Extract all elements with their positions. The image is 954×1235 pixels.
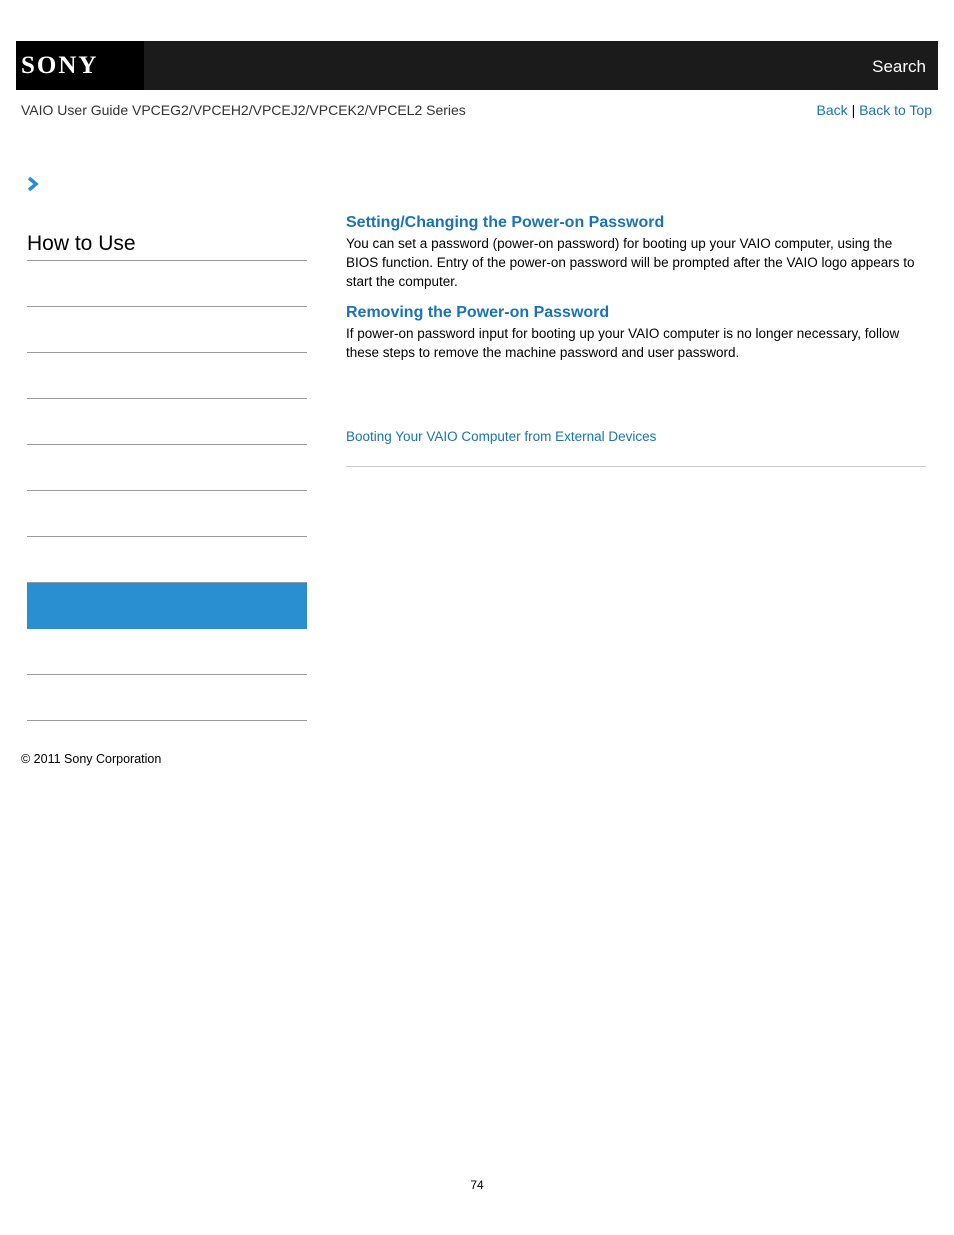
sidebar-item-active[interactable] bbox=[27, 583, 307, 629]
guide-title: VAIO User Guide VPCEG2/VPCEH2/VPCEJ2/VPCEK2/VPCEL2 Series bbox=[21, 102, 466, 118]
search-link[interactable]: Search bbox=[872, 57, 926, 76]
top-nav-links bbox=[817, 102, 932, 119]
section-title-link[interactable]: Removing the Power-on Password bbox=[346, 304, 610, 321]
copyright: © 2011 Sony Corporation bbox=[21, 752, 162, 766]
section-removing-password bbox=[346, 303, 926, 362]
back-to-top-link[interactable]: Back to Top bbox=[859, 102, 932, 118]
top-header-bar bbox=[16, 41, 938, 90]
sidebar bbox=[27, 229, 307, 721]
page-number: 74 bbox=[470, 1178, 484, 1192]
back-link[interactable]: Back bbox=[816, 102, 848, 118]
sidebar-item-3[interactable] bbox=[27, 353, 307, 399]
section-body: If power-on password input for booting up your VAIO computer is no longer necessary, follow these steps to remove the machine password and user password. bbox=[346, 326, 900, 360]
section-setting-password bbox=[346, 213, 926, 291]
sidebar-item-1[interactable] bbox=[27, 261, 307, 307]
section-body: You can set a password (power-on password) for booting up your VAIO computer, using the BIOS function. Entry of the power-on password will be prompted after the VAIO logo appears to start the computer. bbox=[346, 236, 915, 289]
sidebar-item-2[interactable] bbox=[27, 307, 307, 353]
sony-logo: SONY bbox=[21, 52, 99, 79]
sony-logo-box[interactable] bbox=[16, 41, 144, 90]
divider bbox=[346, 466, 926, 467]
related-topic-link[interactable]: Booting Your VAIO Computer from External Devices bbox=[346, 429, 657, 444]
sidebar-item-4[interactable] bbox=[27, 399, 307, 445]
sidebar-item-5[interactable] bbox=[27, 445, 307, 491]
nav-separator: | bbox=[851, 102, 856, 118]
section-title-link[interactable]: Setting/Changing the Power-on Password bbox=[346, 214, 665, 231]
sidebar-item-6[interactable] bbox=[27, 491, 307, 537]
main-content bbox=[346, 213, 926, 362]
chevron-right-icon[interactable] bbox=[26, 176, 40, 192]
sidebar-item-10[interactable] bbox=[27, 675, 307, 721]
sidebar-item-9[interactable] bbox=[27, 629, 307, 675]
sidebar-heading: How to Use bbox=[27, 229, 307, 261]
sidebar-item-7[interactable] bbox=[27, 537, 307, 583]
